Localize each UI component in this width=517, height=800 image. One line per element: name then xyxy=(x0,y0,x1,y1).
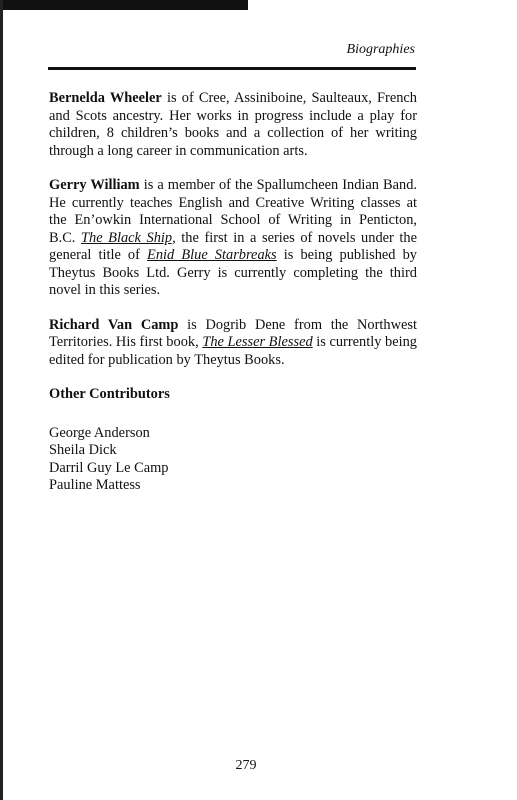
page-number: 279 xyxy=(235,758,257,773)
other-contributors-heading: Other Contributors xyxy=(49,386,170,402)
running-head: Biographies xyxy=(346,42,415,57)
bio-text: the first in a series of novels under the general title of xyxy=(49,229,417,263)
bio-text: is Dogrib Dene from the Northwest Territories. His first book, xyxy=(49,316,417,350)
book-title: The Lesser Blessed xyxy=(202,334,313,350)
bio-text: is currently being edited for publication by Theytus Books. xyxy=(49,334,417,368)
contributor-name: Sheila Dick xyxy=(49,442,117,458)
bio-richard-van-camp xyxy=(49,317,417,370)
bio-text: is a member of the Spallumcheen Indian Band. He currently teaches English and Creative Writing classes at the En’owkin International School of Writing in Penticton, B.C. xyxy=(49,177,417,246)
bio-name: Richard Van Camp xyxy=(49,316,179,333)
book-title: Enid Blue Starbreaks xyxy=(147,247,277,263)
bio-gerry-william xyxy=(49,177,417,300)
contributor-name: Pauline Mattess xyxy=(49,477,141,493)
bio-bernelda-wheeler xyxy=(49,90,417,160)
contributor-name: George Anderson xyxy=(49,424,150,441)
contributors-list xyxy=(49,425,417,495)
scan-shadow-left xyxy=(0,0,3,800)
book-title: The Black Ship, xyxy=(81,229,176,246)
bio-name: Gerry William xyxy=(49,177,140,193)
header-rule xyxy=(48,67,416,70)
bio-name: Bernelda Wheeler xyxy=(49,90,162,106)
bio-text: is of Cree, Assiniboine, Saulteaux, French and Scots ancestry. Her works in progress include a play for children, 8 children’s books and a collection of her writing through a long career in communication arts. xyxy=(49,90,417,159)
bio-text: is being published by Theytus Books Ltd. Gerry is currently completing the third novel in this series. xyxy=(49,247,417,298)
page-body xyxy=(49,90,417,495)
contributor-name: Darril Guy Le Camp xyxy=(49,459,169,476)
scan-shadow-top xyxy=(0,0,248,10)
